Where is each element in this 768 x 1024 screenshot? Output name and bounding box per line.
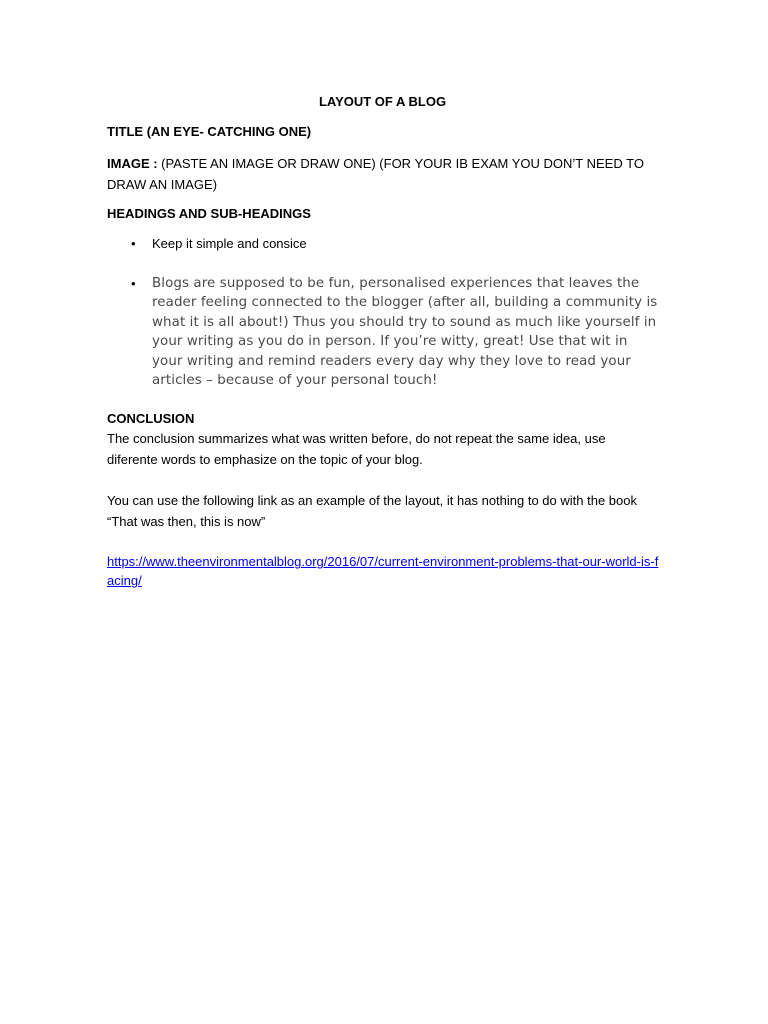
bullet-icon: • (131, 236, 136, 251)
spacer (107, 390, 658, 410)
list-item (107, 235, 658, 253)
example-link[interactable]: https://www.theenvironmentalblog.org/2016/07/current-environment-problems-that-our-world-is-facing/ (107, 554, 659, 589)
spacer (107, 470, 658, 490)
conclusion-text: The conclusion summarizes what was written before, do not repeat the same idea, use diferente words to emphasize on the topic of your blog. (107, 431, 606, 468)
headings-instruction: HEADINGS AND SUB-HEADINGS (107, 206, 311, 221)
image-instruction (107, 153, 658, 195)
list-item (107, 274, 658, 390)
image-label: IMAGE : (107, 156, 158, 171)
spacer (107, 532, 658, 552)
spacer (107, 141, 658, 153)
title-instruction: TITLE (AN EYE- CATCHING ONE) (107, 124, 312, 139)
image-instruction-text: (PASTE AN IMAGE OR DRAW ONE) (FOR YOUR IB EXAM YOU DON’T NEED TO DRAW AN IMAGE) (107, 156, 644, 192)
spacer (107, 195, 658, 205)
bullet-list (107, 235, 658, 390)
document-title: LAYOUT OF A BLOG (318, 94, 447, 109)
bullet-text: Keep it simple and consice (152, 236, 307, 251)
conclusion-heading: CONCLUSION (107, 411, 195, 427)
bullet-text: Blogs are supposed to be fun, personalised experiences that leaves the reader feeling connected to the blogger (after all, building a community is what it is all about!) Thus you should try to sound as much like yourself in your writing as you do in person. If you’re witty, great! Use that wit in your writing and remind readers every day why they love to read your articles – because of your personal touch! (152, 276, 658, 389)
example-text: You can use the following link as an example of the layout, it has nothing to do with the book “That was then, this is now” (107, 493, 637, 530)
bullet-icon: • (131, 276, 136, 291)
spacer (107, 223, 658, 235)
